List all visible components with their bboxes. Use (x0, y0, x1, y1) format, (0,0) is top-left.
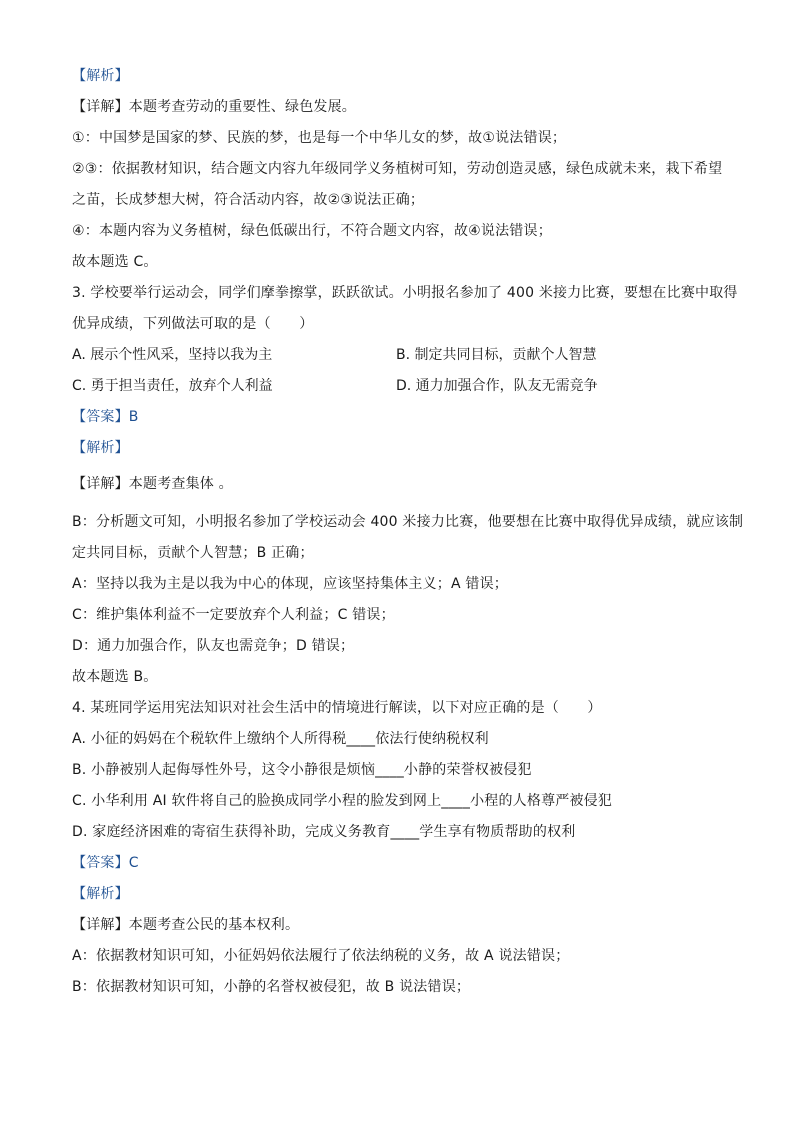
question-3-option-b: B. 制定共同目标，贡献个人智慧 (396, 347, 597, 363)
explanation-line: C：维护集体利益不一定要放弃个人利益；C 错误； (72, 607, 395, 623)
question-3-text: 3. 学校要举行运动会，同学们摩拳擦掌，跃跃欲试。小明报名参加了 400 米接力比赛，要想在比赛中取得 (72, 285, 738, 301)
explanation-line: A：依据教材知识可知，小征妈妈依法履行了依法纳税的义务，故 A 说法错误； (72, 948, 570, 964)
question-4-answer: 【答案】C (72, 855, 139, 871)
detail-line: 【详解】本题考查集体 。 (72, 476, 233, 492)
detail-line: 【详解】本题考查劳动的重要性、绿色发展。 (72, 99, 356, 115)
question-4-text: 4. 某班同学运用宪法知识对社会生活中的情境进行解读，以下对应正确的是（ ） (72, 700, 602, 716)
question-4-option-b: B. 小静被别人起侮辱性外号，这令小静很是烦恼____小静的荣誉权被侵犯 (72, 762, 532, 778)
question-3-answer: 【答案】B (72, 409, 139, 425)
question-3-option-a: A. 展示个性风采，坚持以我为主 (72, 347, 273, 363)
conclusion-line: 故本题选 B。 (72, 669, 158, 685)
question-4-option-d: D. 家庭经济困难的寄宿生获得补助，完成义务教育____学生享有物质帮助的权利 (72, 824, 576, 840)
explanation-line: B：分析题文可知，小明报名参加了学校运动会 400 米接力比赛，他要想在比赛中取得优异成绩，就应该制 (72, 514, 744, 530)
question-4-option-c: C. 小华利用 AI 软件将自己的脸换成同学小程的脸发到网上____小程的人格尊严被侵犯 (72, 793, 613, 809)
explanation-line: D：通力加强合作，队友也需竞争；D 错误； (72, 638, 355, 654)
explanation-line: 定共同目标，贡献个人智慧；B 正确； (72, 545, 314, 561)
section-heading-analysis: 【解析】 (72, 440, 129, 456)
section-heading-analysis: 【解析】 (72, 886, 129, 902)
question-3-option-d: D. 通力加强合作，队友无需竞争 (396, 378, 598, 394)
explanation-line: A：坚持以我为主是以我为中心的体现，应该坚持集体主义；A 错误； (72, 576, 509, 592)
explanation-line: ④：本题内容为义务植树，绿色低碳出行，不符合题文内容，故④说法错误； (72, 223, 552, 239)
conclusion-line: 故本题选 C。 (72, 254, 158, 270)
section-heading-analysis: 【解析】 (72, 68, 129, 84)
explanation-line: ②③：依据教材知识，结合题文内容九年级同学义务植树可知，劳动创造灵感，绿色成就未来，栽下希望 (72, 161, 723, 177)
explanation-line: ①：中国梦是国家的梦、民族的梦，也是每一个中华儿女的梦，故①说法错误； (72, 130, 567, 146)
question-4-option-a: A. 小征的妈妈在个税软件上缴纳个人所得税____依法行使纳税权利 (72, 731, 489, 747)
question-3-option-c: C. 勇于担当责任，放弃个人利益 (72, 378, 273, 394)
explanation-line: B：依据教材知识可知，小静的名誉权被侵犯，故 B 说法错误； (72, 979, 471, 995)
question-3-text: 优异成绩，下列做法可取的是（ ） (72, 316, 314, 332)
detail-line: 【详解】本题考查公民的基本权利。 (72, 917, 300, 933)
explanation-line: 之苗，长成梦想大树，符合活动内容，故②③说法正确； (72, 192, 425, 208)
